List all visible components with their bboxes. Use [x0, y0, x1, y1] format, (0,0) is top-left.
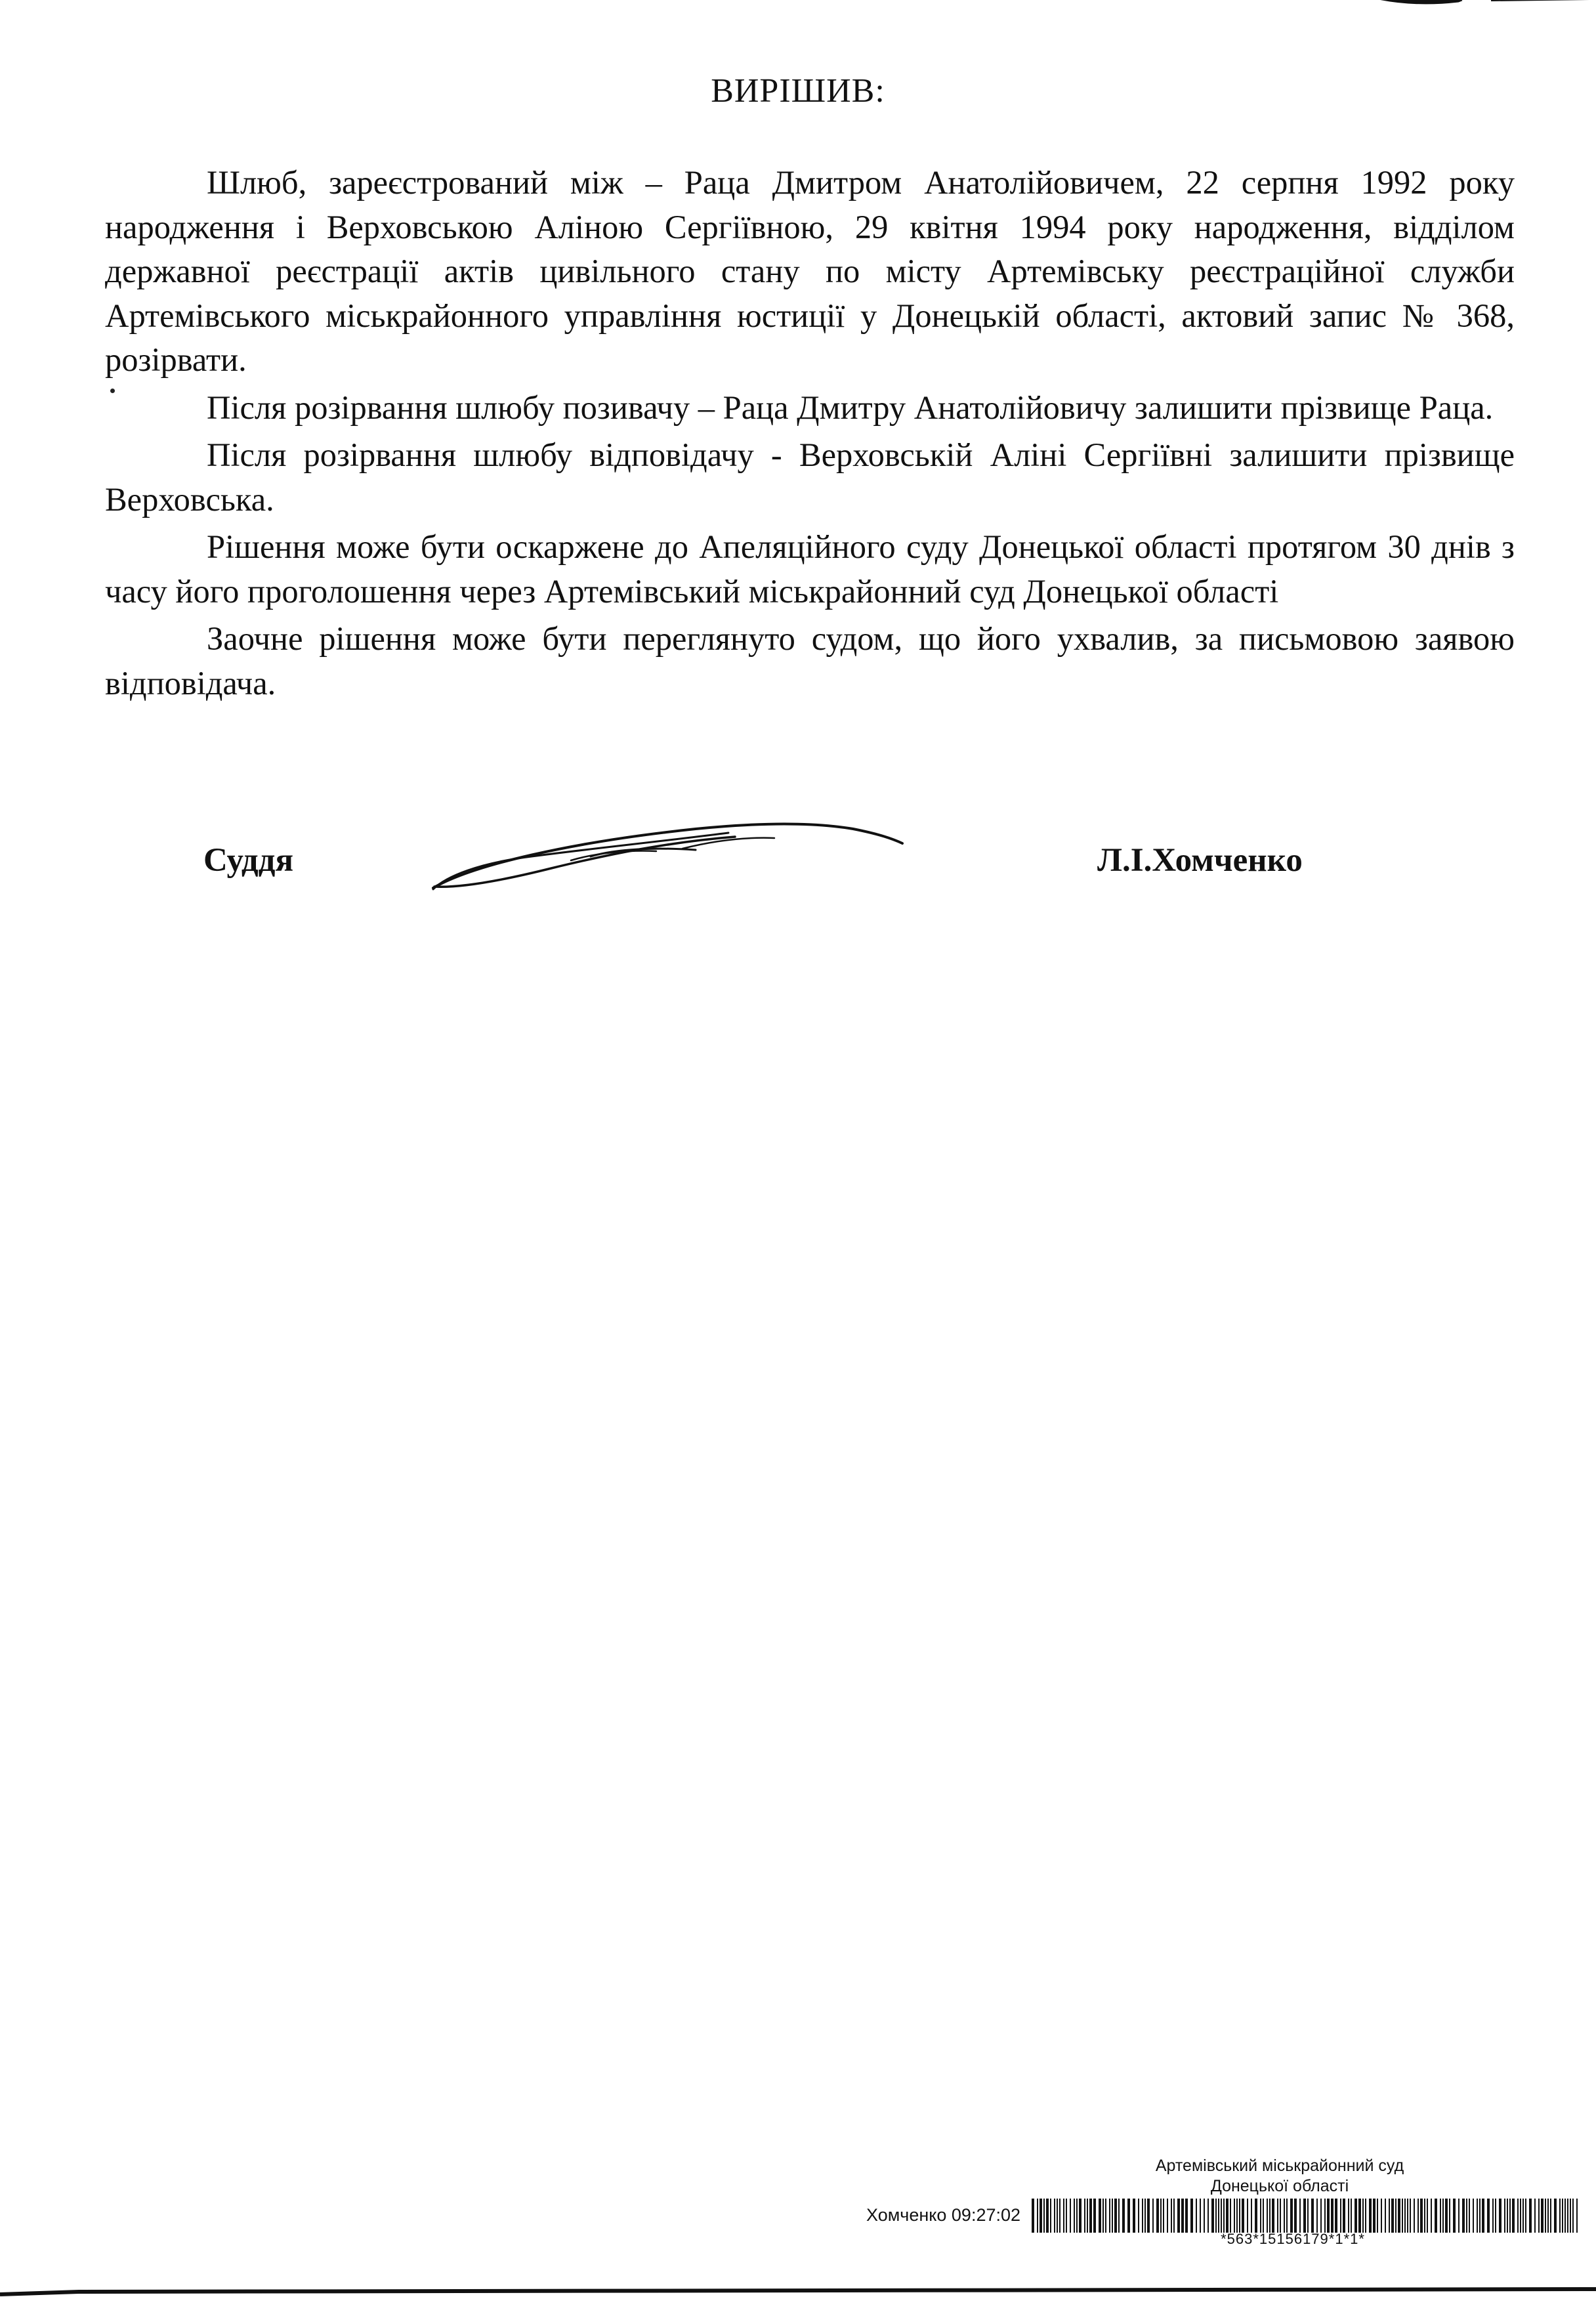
barcode-bar	[1570, 2199, 1571, 2233]
barcode-bar	[1234, 2199, 1235, 2233]
barcode-bar	[1284, 2199, 1285, 2233]
barcode-bar	[1142, 2199, 1143, 2233]
barcode-bar	[1385, 2199, 1386, 2233]
barcode-bar	[1504, 2199, 1505, 2233]
barcode-bar	[1046, 2199, 1049, 2233]
barcode-bar	[1144, 2199, 1146, 2233]
barcode-bar	[1037, 2199, 1038, 2233]
barcode-bar	[1299, 2199, 1301, 2233]
barcode-bar	[1316, 2199, 1318, 2233]
barcode-bar	[1105, 2199, 1106, 2233]
barcode-bar	[1286, 2199, 1288, 2233]
judge-name: Л.І.Хомченко	[1097, 842, 1303, 879]
barcode-bar	[1294, 2199, 1297, 2233]
barcode-bar	[1431, 2199, 1432, 2233]
signature-row	[0, 835, 1596, 914]
barcode-bar	[1572, 2199, 1574, 2233]
barcode-bar	[1495, 2199, 1496, 2233]
barcode-bar	[1440, 2199, 1441, 2233]
barcode-bar	[1160, 2199, 1162, 2233]
barcode-bar	[1445, 2199, 1448, 2233]
barcode-bar	[1221, 2199, 1222, 2233]
paragraph-plaintiff-surname: Після розірвання шлюбу позивачу – Раца Дмитру Анатолійовичу залишити прізвище Раца.	[207, 389, 1494, 426]
barcode-bar	[1449, 2199, 1450, 2233]
barcode-bar	[1414, 2199, 1415, 2233]
barcode-bar	[1112, 2199, 1113, 2233]
barcode-bar	[1084, 2199, 1085, 2233]
barcode-bar	[1517, 2199, 1519, 2233]
barcode-bar	[1407, 2199, 1408, 2233]
barcode-bar	[1343, 2199, 1345, 2233]
barcode-bar	[1089, 2199, 1092, 2233]
barcode-bar	[1520, 2199, 1521, 2233]
barcode-bar	[1391, 2199, 1394, 2233]
stamp-user-time: Хомченко 09:27:02	[866, 2205, 1021, 2225]
court-region: Донецької області	[1210, 2177, 1349, 2195]
barcode-bar	[1066, 2199, 1067, 2233]
barcode-bar	[1251, 2199, 1252, 2233]
barcode-bar	[1442, 2199, 1444, 2233]
barcode-bar	[1054, 2199, 1055, 2233]
barcode-bar	[1057, 2199, 1058, 2233]
scan-artifact-corner	[1373, 0, 1589, 13]
barcode-bar	[1211, 2199, 1214, 2233]
barcode-bar	[1550, 2199, 1551, 2233]
barcode-bar	[1499, 2199, 1502, 2233]
barcode-bar	[1365, 2199, 1366, 2233]
handwritten-signature	[420, 803, 912, 914]
barcode-bar	[1200, 2199, 1201, 2233]
barcode-bar	[1247, 2199, 1248, 2233]
barcode-bar	[1255, 2199, 1257, 2233]
barcode-bar	[1427, 2199, 1428, 2233]
barcode-code: *563*15156179*1*1*	[1221, 2231, 1365, 2247]
barcode-bar	[1277, 2199, 1278, 2233]
barcode-bar	[1362, 2199, 1364, 2233]
barcode-bar	[1215, 2199, 1217, 2233]
barcode-bar	[1087, 2199, 1088, 2233]
barcode-bar	[1545, 2199, 1546, 2233]
barcode-bar	[1482, 2199, 1484, 2233]
barcode-bar	[1303, 2199, 1306, 2233]
barcode-bar	[1522, 2199, 1524, 2233]
barcode-bar	[1171, 2199, 1172, 2233]
barcode-bar	[1327, 2199, 1330, 2233]
barcode-bar	[1487, 2199, 1490, 2233]
barcode-bar	[1272, 2199, 1274, 2233]
barcode-bar	[1331, 2199, 1334, 2233]
barcode-bar	[1458, 2199, 1460, 2233]
barcode-bar	[1173, 2199, 1175, 2233]
barcode-bar	[1564, 2199, 1566, 2233]
barcode-bar	[1311, 2199, 1314, 2233]
barcode-bar	[1063, 2199, 1064, 2233]
barcode-bar	[1196, 2199, 1197, 2233]
barcode-bar	[1223, 2199, 1225, 2233]
barcode-bar	[1420, 2199, 1423, 2233]
barcode-bar	[1307, 2199, 1309, 2233]
barcode-bar	[1185, 2199, 1188, 2233]
barcode-bar	[1369, 2199, 1372, 2233]
barcode-bar	[1351, 2199, 1352, 2233]
barcode-bar	[1167, 2199, 1168, 2233]
barcode-bar	[1473, 2199, 1474, 2233]
barcode-bar	[1070, 2199, 1071, 2233]
barcode-bar	[1280, 2199, 1281, 2233]
barcode-bar	[1381, 2199, 1382, 2233]
barcode-bar	[1466, 2199, 1467, 2233]
decision-body	[105, 161, 1515, 709]
scan-artifact-bottom-edge	[0, 2285, 1596, 2297]
barcode-bar	[1127, 2199, 1130, 2233]
barcode-bar	[1163, 2199, 1164, 2233]
barcode-bar	[1102, 2199, 1104, 2233]
barcode-bar	[1320, 2199, 1322, 2233]
barcode-bar	[1348, 2199, 1349, 2233]
barcode-bar	[1410, 2199, 1411, 2233]
barcode-bar	[1389, 2199, 1390, 2233]
barcode-bar	[1109, 2199, 1110, 2233]
decision-heading: ВИРІШИВ:	[711, 72, 885, 110]
judge-label: Суддя	[203, 842, 294, 879]
barcode-bar	[1538, 2199, 1540, 2233]
barcode-bar	[1043, 2199, 1045, 2233]
barcode-bar	[1512, 2199, 1515, 2233]
barcode-bar	[1269, 2199, 1270, 2233]
barcode-bar	[1133, 2199, 1135, 2233]
barcode-bar	[1576, 2199, 1578, 2233]
barcode-bar	[1122, 2199, 1125, 2233]
barcode-bar	[1567, 2199, 1568, 2233]
barcode-bar	[1507, 2199, 1508, 2233]
barcode-bar	[1190, 2199, 1193, 2233]
barcode-bar	[1335, 2199, 1337, 2233]
barcode-bar	[1453, 2199, 1456, 2233]
scan-speck	[110, 389, 115, 393]
barcode-bar	[1373, 2199, 1376, 2233]
barcode-bar	[1040, 2199, 1042, 2233]
barcode-bar	[1147, 2199, 1150, 2233]
barcode-bar	[1435, 2199, 1437, 2233]
barcode-bar	[1547, 2199, 1549, 2233]
barcode-bar	[1226, 2199, 1228, 2233]
barcode-bar	[1477, 2199, 1478, 2233]
barcode-bar	[1059, 2199, 1060, 2233]
paragraph-review: Заочне рішення може бути переглянуто судом, що його ухвалив, за письмовою заявою відповідача.	[105, 620, 1515, 702]
paragraph-divorce: Шлюб, зареєстрований між – Раца Дмитром Анатолійовичем, 22 серпня 1992 року народження і Верховською Аліною Сергіївною, 29 квітня 1994 року народження, відділом державної реєстрації актів цивільного стану по місту Артемівську реєстраційної служби Артемівського міськрайонного управління юстиції у Донецькій області, актовий запис № 368, розірвати.	[105, 164, 1515, 378]
barcode-bar	[1218, 2199, 1219, 2233]
barcode-bar	[1138, 2199, 1139, 2233]
barcode-bar	[1050, 2199, 1051, 2233]
barcode-bar	[1324, 2199, 1326, 2233]
barcode-bar	[1208, 2199, 1209, 2233]
barcode-bar	[1398, 2199, 1400, 2233]
barcode-bar	[1242, 2199, 1244, 2233]
barcode	[1030, 2199, 1580, 2233]
barcode-bar	[1469, 2199, 1470, 2233]
barcode-bar	[1418, 2199, 1419, 2233]
barcode-bar	[1554, 2199, 1557, 2233]
barcode-bar	[1541, 2199, 1544, 2233]
barcode-bar	[1354, 2199, 1357, 2233]
barcode-bar	[1492, 2199, 1494, 2233]
barcode-bar	[1152, 2199, 1154, 2233]
barcode-bar	[1181, 2199, 1184, 2233]
barcode-bar	[1402, 2199, 1403, 2233]
barcode-bar	[1260, 2199, 1261, 2233]
barcode-bar	[1479, 2199, 1480, 2233]
barcode-bar	[1424, 2199, 1425, 2233]
barcode-bar	[1509, 2199, 1511, 2233]
barcode-bar	[1076, 2199, 1078, 2233]
barcode-bar	[1377, 2199, 1378, 2233]
barcode-bar	[1204, 2199, 1205, 2233]
barcode-bar	[1032, 2199, 1034, 2233]
barcode-bar	[1230, 2199, 1231, 2233]
barcode-bar	[1114, 2199, 1117, 2233]
barcode-bar	[1395, 2199, 1396, 2233]
barcode-bar	[1079, 2199, 1082, 2233]
paragraph-defendant-surname: Після розірвання шлюбу відповідачу - Верховській Аліні Сергіївні залишити прізвище Верховська.	[105, 436, 1515, 518]
barcode-bar	[1562, 2199, 1563, 2233]
barcode-bar	[1525, 2199, 1526, 2233]
barcode-bar	[1074, 2199, 1075, 2233]
barcode-bar	[1404, 2199, 1406, 2233]
barcode-bar	[1267, 2199, 1268, 2233]
barcode-bar	[1236, 2199, 1238, 2233]
paragraph-appeal: Рішення може бути оскаржене до Апеляційного суду Донецької області протягом 30 днів з часу його проголошення через Артемівський міськрайонний суд Донецької області	[105, 528, 1515, 610]
barcode-bar	[1529, 2199, 1532, 2233]
barcode-bar	[1290, 2199, 1293, 2233]
barcode-bar	[1156, 2199, 1159, 2233]
court-name: Артемівський міськрайонний суд	[1155, 2157, 1404, 2175]
barcode-bar	[1358, 2199, 1361, 2233]
barcode-bar	[1099, 2199, 1101, 2233]
barcode-bar	[1559, 2199, 1561, 2233]
court-footer-stamp	[853, 2153, 1588, 2247]
barcode-bar	[1340, 2199, 1341, 2233]
barcode-bar	[1118, 2199, 1120, 2233]
barcode-bar	[1177, 2199, 1180, 2233]
barcode-bar	[1239, 2199, 1240, 2233]
barcode-bar	[1263, 2199, 1264, 2233]
barcode-bar	[1093, 2199, 1096, 2233]
barcode-bar	[1462, 2199, 1465, 2233]
barcode-bar	[1534, 2199, 1536, 2233]
